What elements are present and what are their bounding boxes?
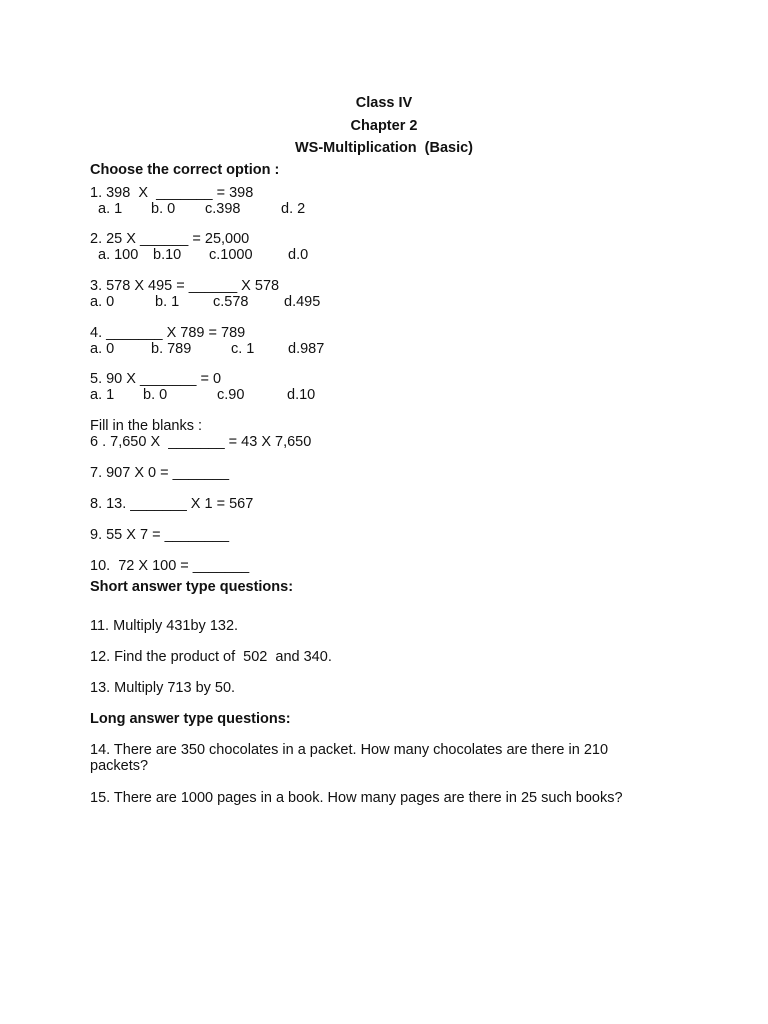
question-5: 5. 90 X _______ = 0 [90, 371, 222, 387]
fill-item-8: 8. 13. _______ X 1 = 567 [90, 496, 254, 512]
q4-option-b: b. 789 [151, 341, 192, 357]
q2-option-c: c.1000 [209, 247, 253, 263]
mcq-heading: Choose the correct option : [90, 162, 280, 178]
q2-option-d: d.0 [288, 247, 309, 263]
q1-option-c: c.398 [205, 201, 241, 217]
question-4: 4. _______ X 789 = 789 [90, 325, 246, 341]
fill-item-7: 7. 907 X 0 = _______ [90, 465, 230, 481]
q5-option-c: c.90 [217, 387, 245, 403]
q3-option-c: c.578 [213, 294, 249, 310]
q1-option-a: a. 1 [98, 201, 123, 217]
long-answer-heading: Long answer type questions: [90, 711, 291, 727]
q4-option-d: d.987 [288, 341, 325, 357]
question-2: 2. 25 X ______ = 25,000 [90, 231, 250, 247]
q2-option-a: a. 100 [98, 247, 139, 263]
chapter-title: Chapter 2 [350, 118, 418, 134]
question-1: 1. 398 X _______ = 398 [90, 185, 254, 201]
class-title: Class IV [355, 95, 413, 111]
q3-option-d: d.495 [284, 294, 321, 310]
q1-option-b: b. 0 [151, 201, 176, 217]
question-3: 3. 578 X 495 = ______ X 578 [90, 278, 280, 294]
q5-option-d: d.10 [287, 387, 316, 403]
short-answer-heading: Short answer type questions: [90, 579, 294, 595]
short-item-13: 13. Multiply 713 by 50. [90, 680, 236, 696]
q3-option-b: b. 1 [155, 294, 180, 310]
long-item-15: 15. There are 1000 pages in a book. How many pages are there in 25 such books? [90, 790, 623, 806]
fill-item-9: 9. 55 X 7 = ________ [90, 527, 230, 543]
q5-option-b: b. 0 [143, 387, 168, 403]
q5-option-a: a. 1 [90, 387, 115, 403]
q4-option-a: a. 0 [90, 341, 115, 357]
worksheet-title: WS-Multiplication (Basic) [294, 140, 474, 156]
fill-item-10: 10. 72 X 100 = _______ [90, 558, 250, 574]
q4-option-c: c. 1 [231, 341, 255, 357]
long-item-14-line1: 14. There are 350 chocolates in a packet. How many chocolates are there in 210 [90, 742, 609, 758]
q3-option-a: a. 0 [90, 294, 115, 310]
long-item-14-line2: packets? [90, 758, 149, 774]
short-item-11: 11. Multiply 431by 132. [90, 618, 239, 634]
q1-option-d: d. 2 [281, 201, 306, 217]
short-item-12: 12. Find the product of 502 and 340. [90, 649, 332, 665]
fill-heading: Fill in the blanks : [90, 418, 203, 434]
fill-item-6: 6 . 7,650 X _______ = 43 X 7,650 [90, 434, 312, 450]
q2-option-b: b.10 [153, 247, 182, 263]
